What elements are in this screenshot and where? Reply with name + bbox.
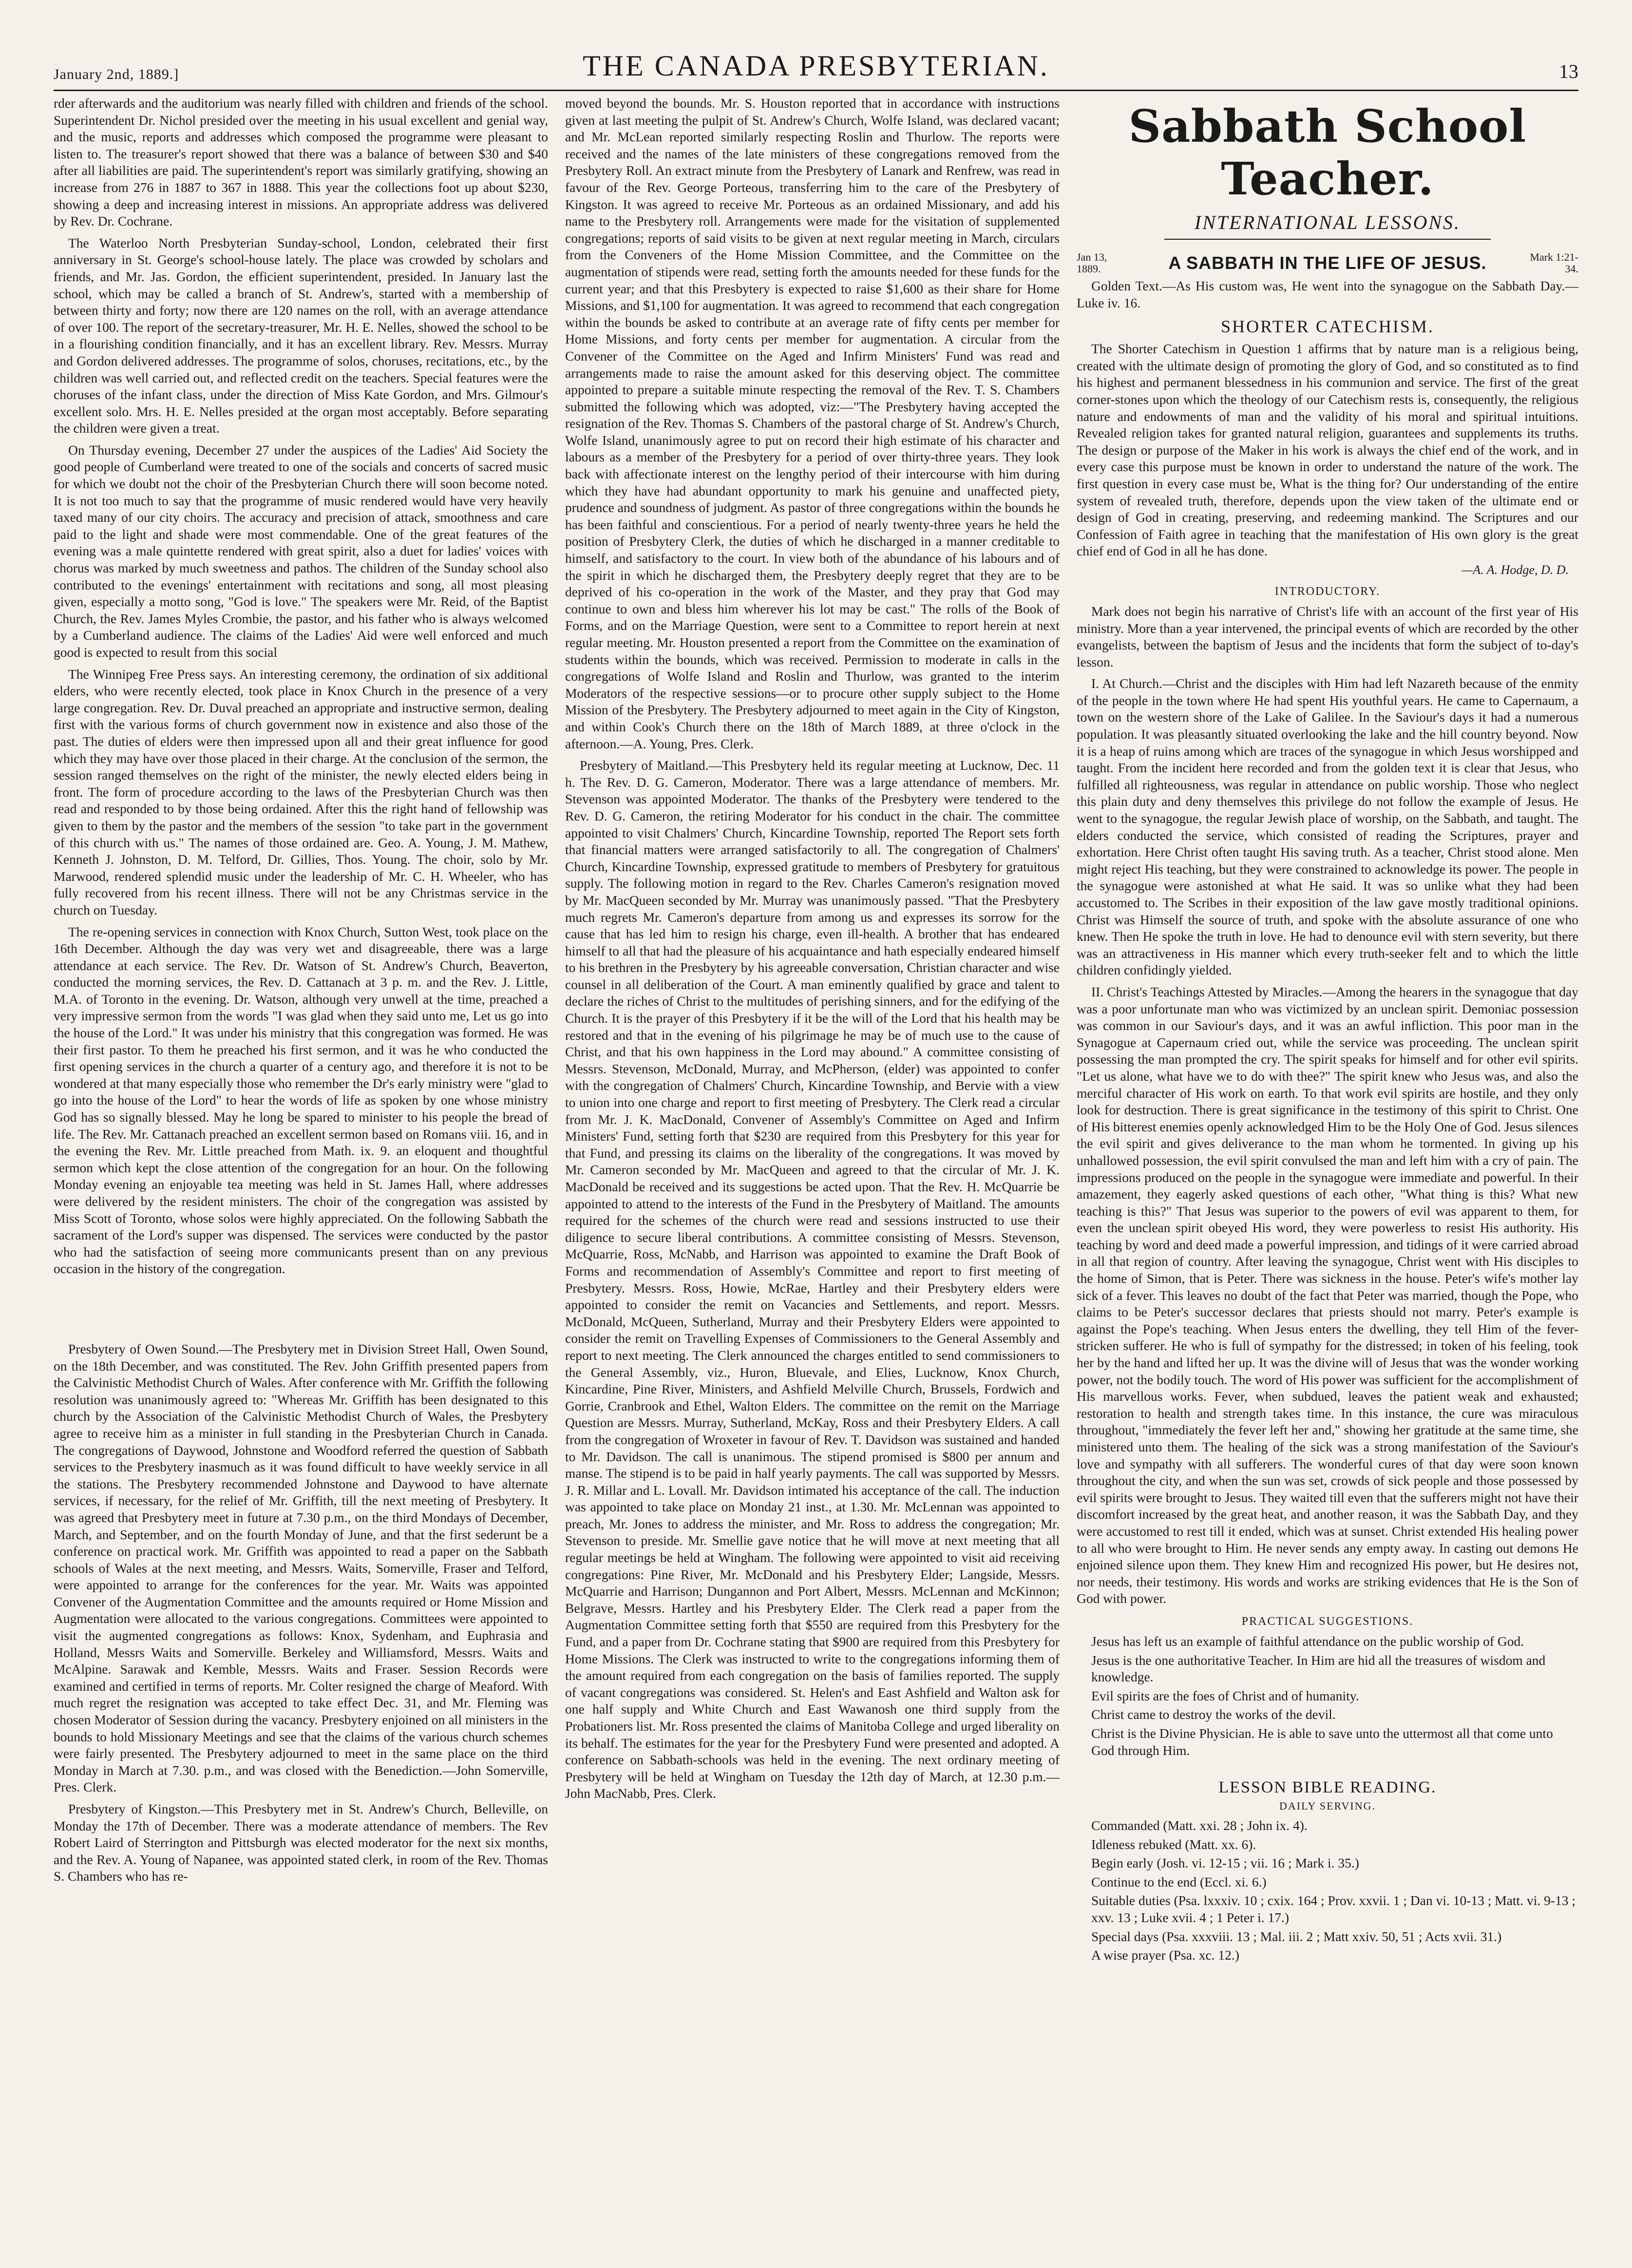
divider xyxy=(1164,239,1491,240)
catechism-heading: SHORTER CATECHISM. xyxy=(1221,317,1434,337)
article-paragraph: Presbytery of Owen Sound.—The Presbytery met in Division Street Hall, Owen Sound, on the 18th December, and was constituted. The Rev. John Griffith presented papers from the Calvinistic Methodist Church of Wales. After conference with Mr. Griffith the following resolution was unanimously agreed to: "Whereas Mr. Griffith has been designated to this church by the Association of the Calvinistic Methodist Church of Wales, the Presbytery agree to receive him as a minister in full standing in the Presbyterian Church in Canada. The congregations of Daywood, Johnstone and Woodford referred the question of Sabbath services to the Presbytery inasmuch as it was found difficult to have weekly service in all the stations. The Presbytery recommended Johnstone and Daywood to have alternate services, if necessary, for the relief of Mr. Griffith, till the next meeting of Presbytery. It was agreed that Presbytery meet in future at 7.30 p.m., on the third Mondays of December, March, and September, and on the fourth Monday of June, and that the first sederunt be a conference on practical work. Mr. Griffith was appointed to read a paper on the Sabbath schools of Wales at the next meeting, and Messrs. Waits, Somerville, Fraser and Telford, were appointed to arrange for the conferences for the year. Mr. Waits was appointed Convener of the Augmentation Committee and the amounts required or Home Mission and Augmentation were allocated to the various congregations. Committees were appointed to visit the augmented congregations as follows: Knox, Sydenham, and Euphrasia and Holland, Messrs Waits and Somerville. Berkeley and Williamsford, Messrs. Waits and McAlpine. Sarawak and Kemble, Messrs. Waits and Fraser. Session Records were examined and certified in terms of reports. Mr. Colter resigned the charge of Meaford. With much regret the resignation was accepted to take effect Dec. 31, and Mr. Fleming was chosen Moderator of Session during the vacancy. Presbytery enjoined on all ministers in the bounds to hold Missionary Meetings and see that the claims of the various church schemes were fairly presented. The Presbytery adjourned to meet in the same place on the third Monday in March at 7.30. p.m., and was closed with the Benediction.—John Somerville, Pres. Clerk. xyxy=(54,1341,548,1795)
column-gap xyxy=(54,1282,548,1341)
column-left xyxy=(54,95,548,2249)
newspaper-title: THE CANADA PRESBYTERIAN. xyxy=(583,50,1049,82)
bible-reading-item: A wise prayer (Psa. xc. 12.) xyxy=(1091,1947,1239,1963)
section-subtitle: INTERNATIONAL LESSONS. xyxy=(1194,211,1461,233)
column-middle xyxy=(565,95,1060,2249)
bible-reading-item: Begin early (Josh. vi. 12-15 ; vii. 16 ; Mark i. 35.) xyxy=(1091,1855,1359,1871)
article-paragraph: rder afterwards and the auditorium was nearly filled with children and friends of the school. Superintendent Dr. Nichol presided over the meeting in his usual excellent and genial way, and the music, reports and addresses which composed the programme were pleasant to listen to. The treasurer's report showed that there was a balance of between $30 and $40 after all liabilities are paid. The superintendent's report was similarly gratifying, showing an increase from 276 in 1887 to 367 in 1888. This year the collections foot up about $230, showing a deep and increasing interest in missions. An appropriate address was delivered by Rev. Dr. Cochrane. xyxy=(54,95,548,229)
catechism-text: The Shorter Catechism in Question 1 affirms that by nature man is a religious being, created with the ultimate design of promoting the glory of God, and so constituted as to find his highest and permanent blessedness in his communion and service. The first of the great corner-stones upon which the theology of our Catechism rests is, consequently, the religious nature and endowments of man and the validity of his moral and spiritual intuitions. Revealed religion takes for granted natural religion, guarantees and supplements its truths. The design or purpose of the Maker in his work is always the chief end of the work, and in every case this purpose must be known in order to understand the nature of the work. The first question in every case must be, What is the thing for? Our understanding of the entire system of revealed truth, therefore, depends upon the view taken of the ultimate end or design of God in creating, preserving, and redeeming mankind. The Scriptures and our Confession of Faith agree in teaching that the manifestation of His own glory is the great chief end of God in all he has done. xyxy=(1077,341,1578,559)
practical-suggestion: Christ came to destroy the works of the devil. xyxy=(1091,1707,1336,1722)
article-paragraph: Presbytery of Maitland.—This Presbytery held its regular meeting at Lucknow, Dec. 11 h. The Rev. D. G. Cameron, Moderator. There was a large attendance of members. Mr. Stevenson was appointed Moderator. The thanks of the Presbytery were tendered to the Rev. D. G. Cameron, the retiring Moderator for his conduct in the chair. The committee appointed to visit Chalmers' Church, Kincardine Township, reported The Report sets forth that financial matters were arranged satisfactorily to all. The congregation of Chalmers' Church, Kincardine Township, expressed gratitude to members of Presbytery for gratuitous supply. The following motion in regard to the Rev. Charles Cameron's resignation moved by Mr. MacQueen seconded by Mr. Murray was unanimously passed. "That the Presbytery much regrets Mr. Cameron's departure from among us and expresses its sorrow for the cause that has led him to resign his charge, even ill-health. A brother that has endeared himself to all that had the pleasure of his acquaintance and hath especially endeared himself to his brethren in the Presbytery by his agreeable conversation, Christian character and wise counsel in all deliberation of the Court. A man eminently qualified by grace and talent to declare the riches of Christ to the multitudes of perishing sinners, and for the edifying of the Church. It is the prayer of this Presbytery if it be the will of the Lord that his health may be restored and that in the evening of his pilgrimage he may be of much use to the cause of Christ, and that his own happiness in the Lord may abound." A committee consisting of Messrs. Stevenson, McDonald, Murray, and McPherson, (elder) was appointed to confer with the congregation of Chalmers' Church, Kincardine Township, and Bervie with a view to union into one charge and report to first meeting of Presbytery. The Clerk read a circular from Mr. J. K. MacDonald, Convener of Assembly's Committee on Aged and Infirm Ministers' Fund, setting forth that $230 are required from this Presbytery for this year for that Fund, and pressing its claims on the liberality of the congregations. It was moved by Mr. Cameron seconded by Mr. MacQueen and agreed to that the circular of Mr. J. K. MacDonald be received and its suggestions be acted upon. That the Rev. H. McQuarrie be appointed to attend to the interests of the Fund in the Presbytery of Maitland. The amounts required for the schemes of the church were read and sessions instructed to use their diligence to secure liberal contributions. A committee consisting of Messrs. Stevenson, McQuarrie, Ross, McNabb, and Harrison was appointed to examine the Draft Book of Forms and recommendation of Assembly's Committee and report to first meeting of Presbytery. Messrs. Ross, Howie, McRae, Hartley and their Presbytery elders were appointed to consider the remit on Vacancies and Settlements, and report. Messrs. McDonald, McQueen, Sutherland, Murray and their Presbytery Elders were appointed to consider the remit on Travelling Expenses of Commissioners to the General Assembly and report to next meeting. The Clerk announced the charges entitled to send commissioners to the General Assembly, viz., Huron, Bluevale, and Elies, Lucknow, Knox Church, Kincardine, Pine River, Ministers, and Ashfield Melville Church, Brussels, Fordwich and Gorrie, Cranbrook and Ethel, Walton Elders. The committee on the remit on the Marriage Question are Messrs. Murray, Sutherland, McKay, Ross and their Presbytery Elders. A call from the congregation of Wroxeter in favour of Rev. T. Davidson was sustained and handed to Mr. Davidson. The call is unanimous. The stipend promised is $800 per annum and manse. The stipend is to be paid in half yearly payments. The call was supported by Messrs. J. R. Millar and L. Lovall. Mr. Davidson intimated his acceptance of the call. The induction was appointed to take place on Monday 21 inst., at 1.30. Mr. McLennan was appointed to preach, Mr. Jones to address the minister, and Mr. Ross to address the congregation; Mr. Stevenson to preside. Mr. Smellie gave notice that he will move at next meeting that all regular meetings be held at Wingham. The following were appointed to visit aid receiving congregations: Pine River, Mr. McDonald and his Presbytery Elder; Langside, Messrs. McQuarrie and Harrison; Dungannon and Port Albert, Messrs. McLennan and McKinnon; Belgrave, Messrs. Hartley and his Presbytery Elder. The Clerk read a paper from the Augmentation Committee setting forth that $550 are required from this Presbytery for the Fund, and a paper from Dr. Cochrane stating that $900 are required from this Presbytery for Home Missions. The Clerk was instructed to write to the congregations informing them of the amount required from each congregation on the basis of families reported. The supply of vacant congregations was considered. St. Helen's and East Ashfield and Walton ask for one half supply and White Church and East Wawanosh one third supply from the Probationers list. Mr. Ross presented the claims of Manitoba College and urged liberality on its behalf. The estimates for the year for the Presbytery Fund were presented and adopted. A conference on Sabbath-schools was held in the evening. The next ordinary meeting of Presbytery will be held at Wingham on Tuesday the 12th day of March, at 12.30 p.m.—John MacNabb, Pres. Clerk. xyxy=(565,758,1060,1801)
practical-suggestion: Christ is the Divine Physician. He is able to save unto the uttermost all that come unto God through Him. xyxy=(1091,1725,1553,1758)
lesson-title: A SABBATH IN THE LIFE OF JESUS. xyxy=(1168,253,1487,273)
golden-text: Golden Text.—As His custom was, He went into the synagogue on the Sabbath Day.—Luke iv. 16. xyxy=(1077,278,1578,310)
practical-heading: PRACTICAL SUGGESTIONS. xyxy=(1241,1615,1414,1628)
column-right xyxy=(1077,95,1578,2249)
article-paragraph: The re-opening services in connection with Knox Church, Sutton West, took place on the 16th December. Although the day was very wet and disagreeable, there was a large attendance at each service. The Rev. Dr. Watson of St. Andrew's Church, Beaverton, conducted the morning services, the Rev. D. Cattanach at 3 p. m. and the Rev. J. Little, M.A. of Toronto in the evening. Dr. Watson, although very unwell at the time, preached a very impressive sermon from the words "I was glad when they said unto me, Let us go into the house of the Lord." It was under his ministry that this congregation was formed. He was their first pastor. To them he preached his first sermon, and it was he who conducted the first opening services in the church a quarter of a century ago, and therefore it is not to be wondered at that many especially those who remember the Dr's early ministry were "glad to go into the house of the Lord" to hear the words of life as spoken by one whose ministry God has so signally blessed. May he long be spared to minister to his people the bread of life. The Rev. Mr. Cattanach preached an excellent sermon based on Romans viii. 16, and in the evening the Rev. Mr. Little preached from Math. ix. 9. an eloquent and thoughtful sermon which kept the close attention of the congregation for an hour. On the following Monday evening an enjoyable tea meeting was held in St. James Hall, where addresses were delivered by the resident ministers. The choir of the congregation was assisted by Miss Scott of Toronto, whose solos were highly appreciated. On the following Sabbath the sacrament of the Lord's supper was dispensed. The services were conducted by the pastor who had the satisfaction of seeing more communicants present than on any previous occasion in the history of the congregation. xyxy=(54,924,548,1277)
article-paragraph: The Winnipeg Free Press says. An interesting ceremony, the ordination of six additional elders, who were recently elected, took place in Knox Church in the presence of a very large congregation. Rev. Dr. Duval preached an appropriate and instructive sermon, dealing first with the various forms of church government now in existence and also those of the past. The duties of elders were then impressed upon all and their great influence for good which they may have over those placed in their charge. At the conclusion of the sermon, the session ranged themselves on the right of the minister, the newly elected elders being in front. The form of procedure according to the laws of the Presbyterian Church was then read and responded to by those being ordained. After this the right hand of fellowship was given to them by the pastor and the members of the session "to take part in the government of this church with us." The names of those ordained are. Geo. A. Young, J. M. Mathew, Kenneth J. Johnston, D. M. Telford, Dr. Gillies, Thos. Young. The choir, solo by Mr. Marwood, rendered splendid music under the leadership of Mr. C. H. Wheeler, who has fully recovered from his recent illness. There will not be any Christmas service in the church on Tuesday. xyxy=(54,666,548,917)
lesson-point-2: II. Christ's Teachings Attested by Miracles.—Among the hearers in the synagogue that day was a poor unfortunate man who was victimized by an unclean spirit. Demoniac possession was common in our Saviour's days, and it was an awful infliction. This poor man in the Synagogue at Capernaum cried out, while the service was proceeding. The unclean spirit possessing the man prompted the cry. The spirit speaks for himself and for other evil spirits. "Let us alone, what have we to do with thee?" The spirit knew who Jesus was, and also the merciful character of His work on earth. To that work evil spirits are hostile, and they only look for destruction. There is great significance in the testimony of this spirit to Christ. One of His bitterest enemies openly acknowledged Him to be the Holy One of God. Jesus silences the evil spirit and gives deliverance to the man whom he tormented. In giving up his unhallowed possession, the evil spirit convulsed the man and left him with a cry of pain. The impressions produced on the people in the synagogue were immediate and powerful. In their amazement, they eagerly asked questions of each other, "What thing is this? What new teaching is this?" That Jesus was superior to the powers of evil was apparent to them, for even the unclean spirit obeyed His word, they were powerless to resist His authority. His teaching by word and deed made a powerful impression, and tidings of it were carried abroad in all that region of country. After leaving the synagogue, Christ went with His disciples to the home of Simon, that is Peter. There was sickness in the house. Peter's wife's mother lay sick of a fever. This leaves no doubt of the fact that Peter was married, though the Pope, who claims to be Peter's successor declares that priests should not marry. Peter's example is against the Pope's teaching. When Jesus enters the dwelling, they tell Him of the fever-stricken sufferer. He who is full of sympathy for the distressed; in token of his feeling, took her by the hand and lifted her up. It was the divine will of Jesus that was the wonder working power, not the bodily touch. The word of His power was sufficient for the accomplishment of His marvellous works. Fever, when subdued, leaves the patient weak and exhausted; restoration to health and strength takes time. In this instance, the cure was miraculous throughout, "immediately the fever left her and," showing her gratitude at the same time, she ministered unto them. The healing of the sick was a strong manifestation of the Saviour's love and sympathy with all sufferers. The wonderful cures of that day were soon known throughout the city, and when the sun was set, crowds of sick people and those possessed by evil spirits were brought to Jesus. They waited till even that the sufferers might not have their discomfort increased by the great heat, and another reason, it was the Sabbath Day, and they were accustomed to rest till it ended, which was at sunset. Christ extended His healing power to all who were brought to Him. He never sends any empty away. In casting out demons He enjoined silence upon them. They knew Him and recognized His power, but He desires not, nor needs, their testimony. His words and works are striking evidences that He is the Son of God with power. xyxy=(1077,984,1578,1606)
practical-suggestion: Jesus is the one authoritative Teacher. In Him are hid all the treasures of wisdom and knowledge. xyxy=(1091,1652,1546,1685)
bible-reading-item: Special days (Psa. xxxviii. 13 ; Mal. iii. 2 ; Matt xxiv. 50, 51 ; Acts xvii. 31.) xyxy=(1091,1928,1502,1944)
page-number: 13 xyxy=(1559,60,1578,82)
article-paragraph: The Waterloo North Presbyterian Sunday-school, London, celebrated their first anniversary in St. George's school-house lately. The place was crowded by scholars and friends, and Mr. Jas. Gordon, the efficient superintendent, presided. In January last the school, which may be called a branch of St. Andrew's, started with a membership of between thirty and forty; now there are 120 names on the roll, with an average attendance of over 100. The report of the secretary-treasurer, Mr. H. E. Nelles, showed the school to be in a flourishing condition financially, and it has an excellent library. Rev. Messrs. Murray and Gordon delivered addresses. The programme of solos, choruses, recitations, etc., by the children was well carried out, and reflected credit on the teachers. Special features were the choruses of the infant class, under the direction of Miss Kate Gordon, and Mrs. Gilmour's excellent solo. Mrs. H. E. Nelles presided at the organ most acceptably. Before separating the children were given a treat. xyxy=(54,235,548,436)
article-paragraph: Presbytery of Kingston.—This Presbytery met in St. Andrew's Church, Belleville, on Monday the 17th of December. There was a moderate attendance of members. The Rev Robert Laird of Sterrington and Pittsburgh was elected moderator for the next six months, and the Rev. A. Young of Napanee, was appointed stated clerk, in room of the Rev. Thomas S. Chambers who has re- xyxy=(54,1801,548,1884)
masthead xyxy=(54,29,1578,91)
catechism-signature: —A. A. Hodge, D. D. xyxy=(1461,562,1569,577)
lesson-date: Jan 13, 1889. xyxy=(1077,251,1107,275)
lesson-header xyxy=(1077,251,1578,275)
bible-reading-item: Idleness rebuked (Matt. xx. 6). xyxy=(1091,1836,1256,1852)
article-paragraph: moved beyond the bounds. Mr. S. Houston reported that in accordance with instructions given at last meeting the pulpit of St. Andrew's Church, Wolfe Island, was declared vacant; and Mr. McLean reported similarly respecting Roslin and Thurlow. The reports were received and the names of the late ministers of these congregations removed from the Presbytery Roll. An extract minute from the Presbytery of Lanark and Renfrew, was read in favour of the Rev. George Porteous, transferring him to the care of the Presbytery of Kingston. It was agreed to receive Mr. Porteous as an ordained Missionary, and add his name to the Presbytery roll. Arrangements were made for the visitation of supplemented congregations; reports of said visits to be given at next regular meeting in March, circulars from the Conveners of the Home Mission Committee, and the Committee on the augmentation of stipends were read, setting forth the amounts needed for these funds for the current year; and that this Presbytery is expected to raise $1,600 as their share for Home Missions, and $1,100 for augmentation. It was agreed to recommend that each congregation within the bounds be asked to contribute at an average rate of fifty cents per member for Home Missions, and forty cents per member for augmentation. A circular from the Convener of the Committee on the Aged and Infirm Ministers' Fund was read and arrangements made to raise the amount asked for this deserving object. The committee appointed to prepare a suitable minute respecting the removal of the Rev. T. S. Chambers submitted the following which was adopted, viz:—"The Presbytery having accepted the resignation of the Rev. Thomas S. Chambers of the pastoral charge of St. Andrew's Church, Wolfe Island, unanimously agree to put on record their high estimate of his character and labours as a member of the Presbytery for a period of over thirty-three years. They look back with affectionate interest on the lengthy period of their intercourse with him during which they have had abundant opportunity to mark his genuine and unaffected piety, prudence and soundness of judgment. As pastor of three congregations within the bounds he has been faithful and conscientious. For a period of nearly twenty-three years he held the position of Presbytery Clerk, the duties of which he discharged in a manner creditable to himself, and satisfactory to the court. In view both of the abundance of his labours and of the spirit in which he discharged them, the Presbytery deeply regret that they are to be deprived of his co-operation in the work of the Master, and they pray that God may continue to own and bless him wherever his lot may be cast." The rolls of the Book of Forms, and on the Marriage Question, were sent to a Committee to report herein at next regular meeting. Mr. Houston presented a report from the Committee on the examination of students within the bounds, which was received. Permission to moderate in calls in the congregations of Wolfe Island and Roslin and Thurlow, was granted to the interim Moderators of the respective sessions—or to procure other supply subject to the Home Mission of the Presbytery. The Presbytery adjourned to meet again in the City of Kingston, and within Cook's Church there on the 18th of March 1889, at three o'clock in the afternoon.—A. Young, Pres. Clerk. xyxy=(565,95,1060,751)
lesson-reference: Mark 1:21-34. xyxy=(1530,251,1578,275)
bible-reading-item: Commanded (Matt. xxi. 28 ; John ix. 4). xyxy=(1091,1818,1308,1833)
bible-reading-subheading: DAILY SERVING. xyxy=(1279,1800,1376,1812)
practical-suggestion: Evil spirits are the foes of Christ and of humanity. xyxy=(1091,1688,1359,1703)
section-title: Sabbath School Teacher. xyxy=(1128,100,1527,205)
issue-date: January 2nd, 1889.] xyxy=(54,66,179,82)
bible-reading-item: Suitable duties (Psa. lxxxiv. 10 ; cxix. 164 ; Prov. xxvii. 1 ; Dan vi. 10-13 ; Matt. vi. 9-13 ; xxv. 13 ; Luke xvii. 4 ; 1 Peter i. 17.) xyxy=(1091,1893,1576,1925)
article-paragraph: On Thursday evening, December 27 under the auspices of the Ladies' Aid Society the good people of Cumberland were treated to one of the socials and concerts of sacred music for which we doubt not the choir of the Presbyterian Church there will soon become noted. It is not too much to say that the programme of music rendered would have very heavily taxed many of our city choirs. The accuracy and precision of attack, smoothness and care paid to the light and shade were most commendable. One of the great features of the evening was a male quintette rendered with great spirit, also a duet for ladies' voices with chorus was marked by much sweetness and pathos. The children of the Sunday school also contributed to the evenings' entertainment with recitations and song, all most pleasing given, especially a motto song, "God is love." The speakers were Mr. Reid, of the Baptist Church, the Rev. James Myles Crombie, the pastor, and his father who is always welcomed by a Cumberland audience. The claims of the Ladies' Aid were well enforced and much good is expected to result from this social xyxy=(54,442,548,660)
introductory-heading: INTRODUCTORY. xyxy=(1274,585,1381,598)
introductory-text: Mark does not begin his narrative of Christ's life with an account of the first year of His ministry. More than a year intervened, the principal events of which are recorded by the other evangelists, between the baptism of Jesus and the incidents that form the subject of to-day's lesson. xyxy=(1077,603,1578,669)
bible-reading-item: Continue to the end (Eccl. xi. 6.) xyxy=(1091,1874,1267,1889)
bible-reading-heading: LESSON BIBLE READING. xyxy=(1218,1778,1437,1797)
lesson-point-1: I. At Church.—Christ and the disciples with Him had left Nazareth because of the enmity of the people in the town where He had spent His youthful years. He came to Capernaum, a town on the western shore of the Lake of Galilee. In the Saviour's days it had a numerous population. It was pleasantly situated overlooking the lake and the hill country beyond. Now it is a heap of ruins among which are traces of the synagogue in which Jesus worshipped and taught. From the incident here recorded and from the golden text it is clear that Jesus, who fulfilled all righteousness, was regular in attendance on public worship. Those who neglect this plain duty and deny themselves this privilege do not follow the example of Jesus. He went to the synagogue, the regular Jewish place of worship, on the Sabbath, and taught. The elders conducted the service, which consisted of reading the Scriptures, prayer and exhortation. Here Christ often taught His saving truth. As a teacher, Christ stood alone. Men might reject His teaching, but they were constrained to acknowledge its power. The people in the synagogue were astonished at what He said. It was so unlike what they had been accustomed to. The Scribes in their exposition of the law gave mostly traditional opinions. Christ was Himself the source of truth, and spoke with the absolute assurance of one who knew. Then He spoke the truth in love. He had to denounce evil with stern severity, but there was an attractiveness in His manner which every truth-seeker felt and to which the little children confidingly yielded. xyxy=(1077,676,1578,978)
practical-suggestion: Jesus has left us an example of faithful attendance on the public worship of God. xyxy=(1091,1633,1524,1649)
